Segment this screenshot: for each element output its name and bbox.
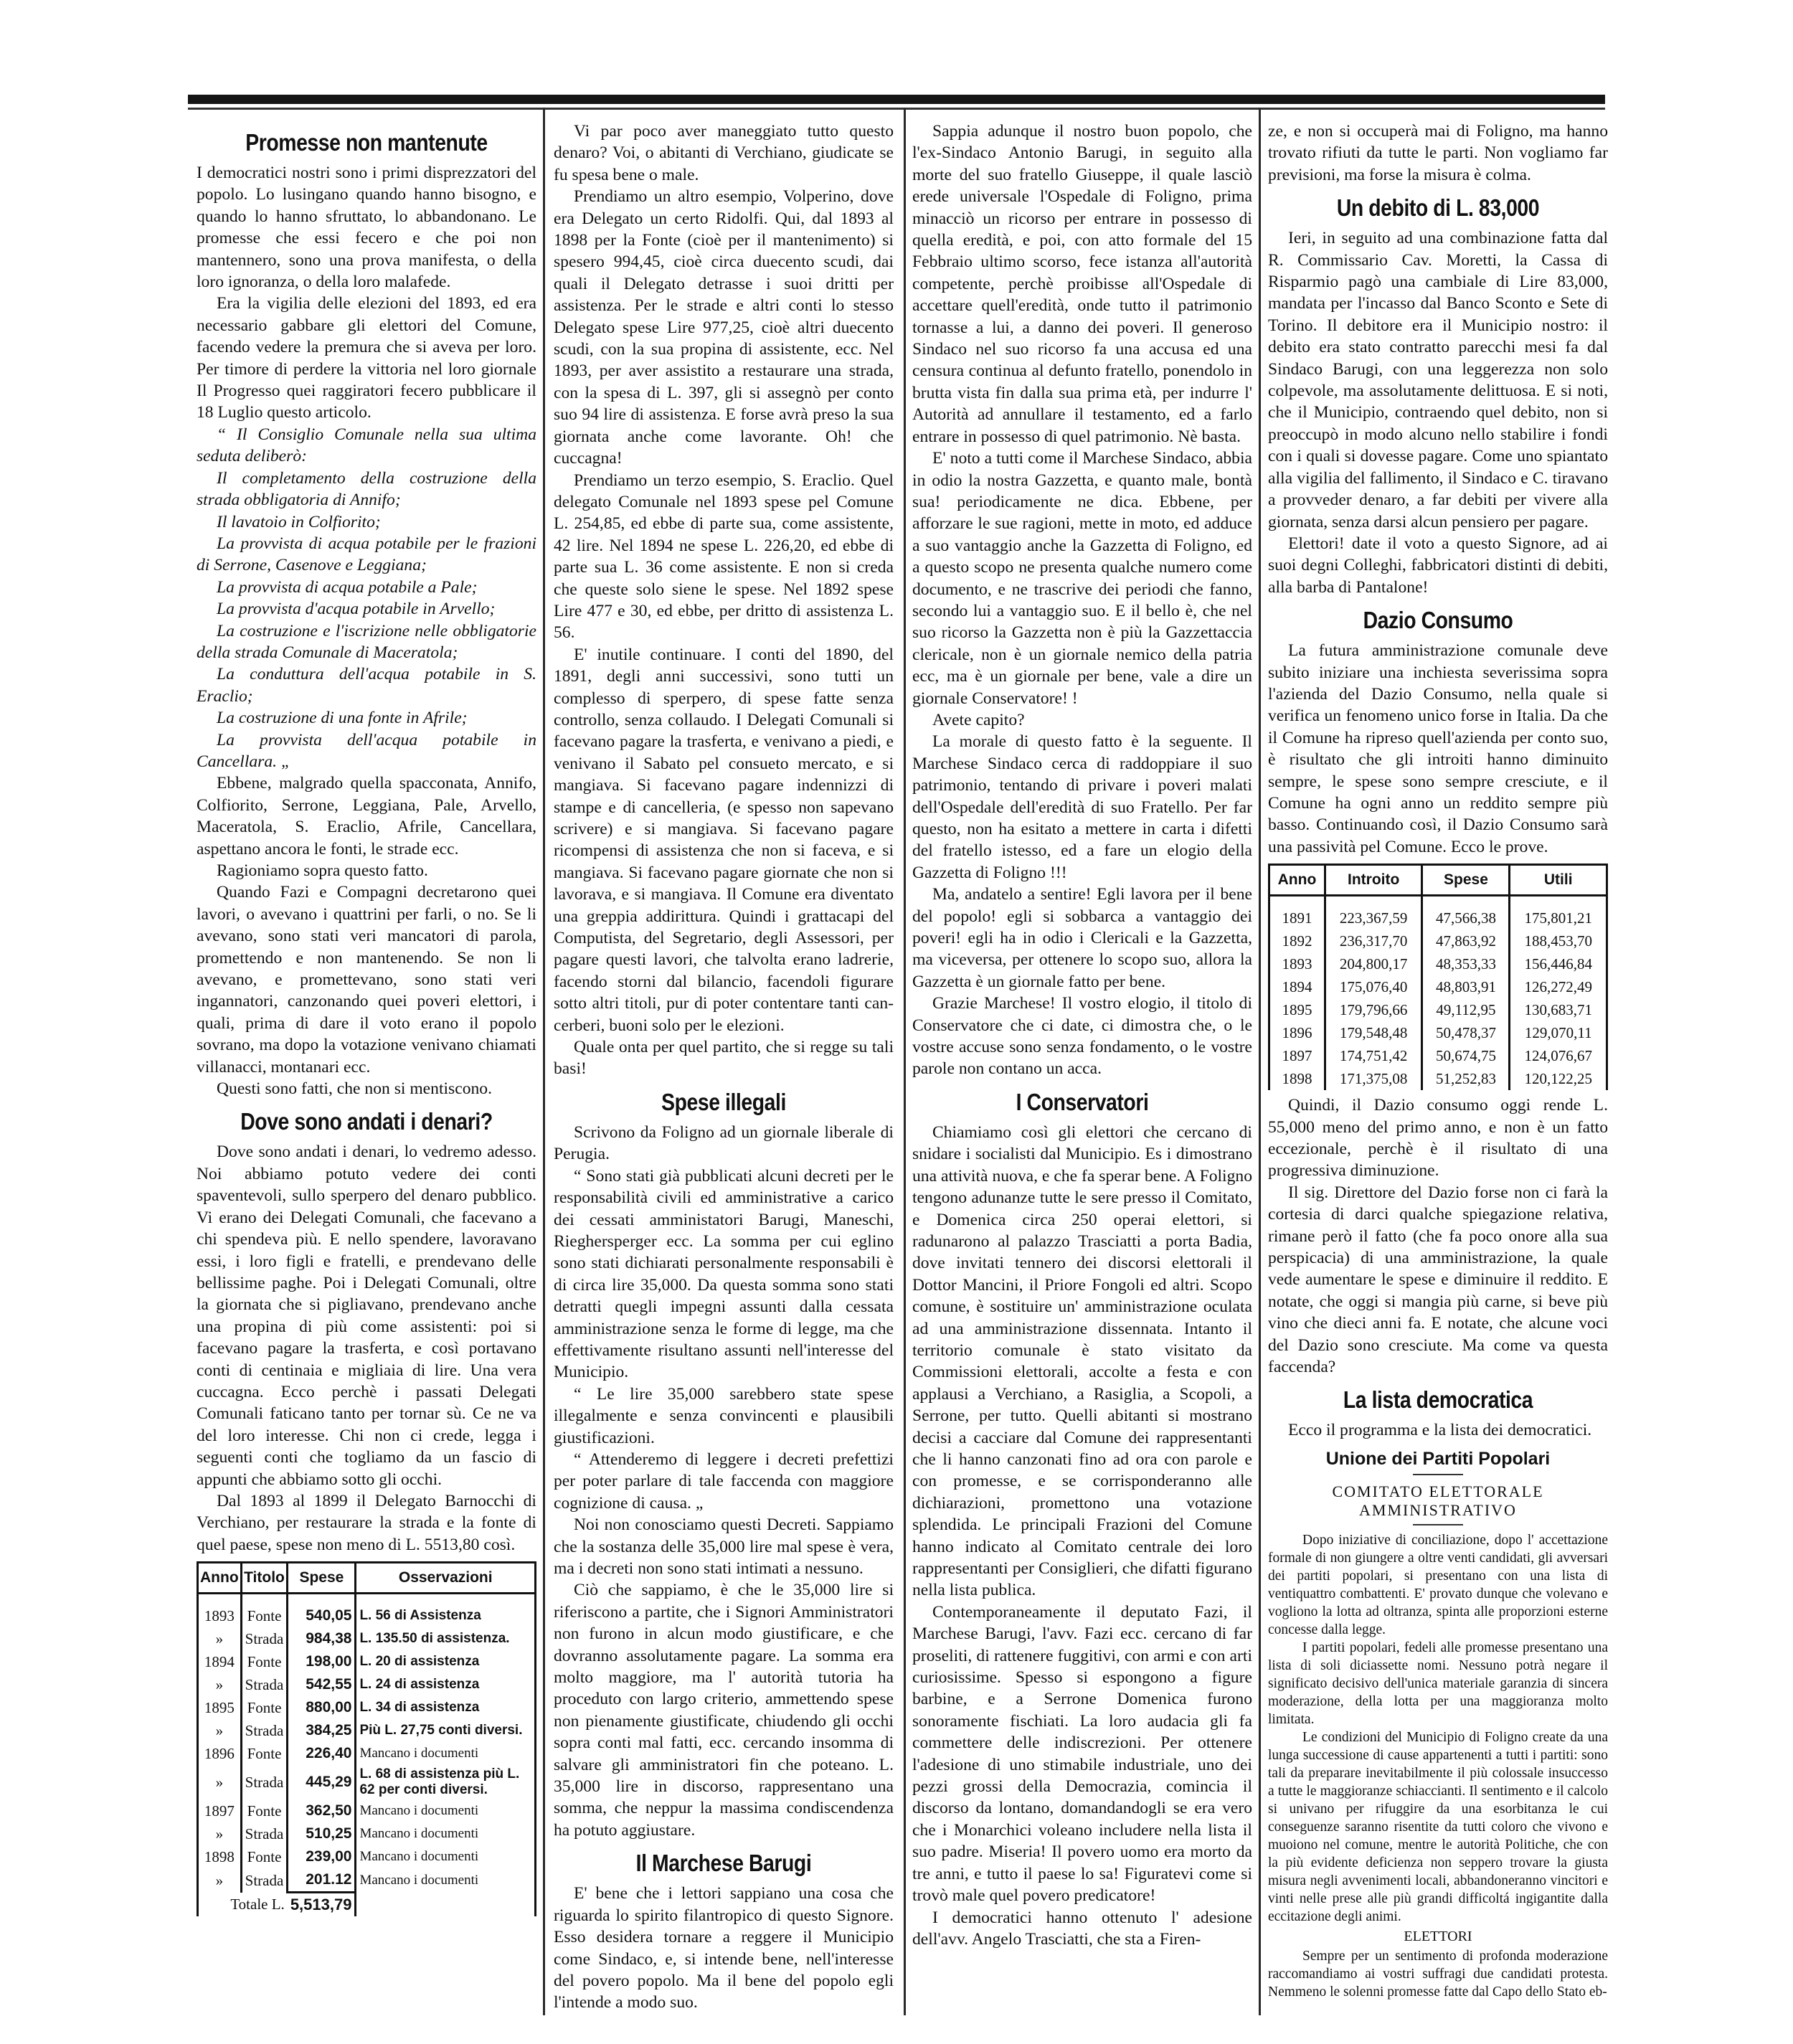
paragraph: E' inutile continuare. I conti del 1890, del 1891, degli anni successivi, sono tutti un complesso di sperpero, di spese fatte senza controllo, senza collaudo. I Delegati Comunali si facevano pagare la trasferta, e venivano a piedi, e venivano il Sabato pel consueto mercato, e si mangiava. Si facevano pagare indennizzi di stampe e di cancelleria, (e spesso non sapevano scrivere) e si mangiava. Si facevano pagare ricompensi di assistenza che non si faceva, e si mangiava. Si facevano pagare giornate che non si lavorava, e si mangiava. Il Comune era diventato una greppia addirittura. Quindi i grattacapi del Computista, del Segretario, degli Assessori, per pagare questi lavori, che talvolta erano ladrerie, facendo storni dal bilancio, facendoli figurare sotto altri titoli, pur di poter contentare tanti can-cerberi, buoni solo per le elezioni. (554, 645, 894, 1035)
masthead-rule (188, 95, 1605, 104)
table-row (1269, 952, 1607, 975)
table-cell: 226,40 (288, 1742, 356, 1765)
subheading: Unione dei Partiti Popolari (1325, 1448, 1551, 1469)
paragraph: Avete capito? (932, 710, 1025, 729)
italic-list-item: Il lavatoio in Colfiorito; (217, 512, 381, 531)
italic-list-item: La provvista di acqua potabile per le frazioni di Serrone, Casenove e Leggiana; (197, 534, 536, 575)
table-row (198, 1845, 536, 1868)
table-row (198, 1765, 536, 1799)
table-cell: » (198, 1627, 242, 1650)
italic-list-item: La provvista d'acqua potabile in Arvello; (217, 600, 496, 619)
table-cell: Strada (241, 1765, 288, 1799)
table-cell: 130,683,71 (1510, 998, 1607, 1021)
paragraph: Contemporaneamente il deputato Fazi, il Marchese Barugi, l'avv. Fazi ecc. cercano di far proseliti, di rattenere fuggitivi, con armi e con arti curiosissime. Spesso si espongono a figure barbine, e a Serrone Domenica furono sonoramente fischiati. La loro audacia gli fa commettere delle indiscrezioni. Per ottenere l'adesione di uno stimabile industriale, uno dei pezzi grossi della Democrazia, comincia il discorso da lontano, domandandogli se era vero che i Monarchici voleano includere nella lista il suo padre. Miseria! Il povero uomo era morto da tre anni, e tutto il paese lo sa! Figuratevi come si trovò male quel povero predicatore! (912, 1602, 1252, 1906)
table-cell: 120,122,25 (1510, 1067, 1607, 1090)
section-heading: Dove sono andati i denari? (240, 1108, 493, 1135)
paragraph: I democratici nostri sono i primi disprezzatori del popolo. Lo lusingano quando hanno bisogno, e quando lo hanno sfruttato, lo abbandonano. Le promesse che essi fecero e che poi non mantennero, sono una prova manifesta, o della loro ignoranza, o della loro malafede. (197, 164, 536, 292)
column-header: Anno (1269, 865, 1325, 896)
table-cell: 984,38 (288, 1627, 356, 1650)
table-cell: 204,800,17 (1325, 952, 1422, 975)
table-cell: 239,00 (288, 1845, 356, 1868)
column-divider (904, 108, 906, 2015)
table-cell: Mancano i documenti (356, 1822, 536, 1845)
table-cell: Strada (241, 1868, 288, 1893)
table-cell: L. 135.50 di assistenza. (356, 1627, 536, 1650)
table-cell: L. 20 di assistenza (356, 1650, 536, 1673)
table-cell: 384,25 (288, 1719, 356, 1742)
italic-list-item: La provvista di acqua potabile a Pale; (217, 577, 478, 597)
paragraph: Sappia adunque il nostro buon popolo, che l'ex-Sindaco Antonio Barugi, in seguito alla morte del suo fratello Giuseppe, il quale lasciò erede universale l'Ospedale di Foligno, prima minacciò un ricorso per entrare in possesso di quella eredità, e poi, con atto formale del 15 Febbraio ultimo scorso, fece istanza all'autorità competente, perchè proibisse all'Ospedale di accettare quell'eredità, onde tutto il patrimonio tornasse a lui, a danno dei poveri. Il generoso Sindaco nel suo ricorso fa una accusa ed una censura continua al defunto fratello, ponendolo in brutta vista fin dalla sua prima età, per indurre l' Autorità ad annullare il testamento, ed a farlo entrare in possesso di quel patrimonio. Nè basta. (912, 122, 1252, 446)
table-cell: 171,375,08 (1325, 1067, 1422, 1090)
table-cell (356, 1893, 536, 1917)
table-row (198, 1868, 536, 1893)
total-value: 5,513,79 (288, 1893, 356, 1917)
paragraph: ze, e non si occuperà mai di Foligno, ma hanno trovato rifiuti da tutte le parti. Non vogliamo far previsioni, ma forse la misura è colma. (1268, 122, 1608, 184)
column-header: Anno (198, 1563, 242, 1594)
table-cell: 1895 (198, 1696, 242, 1719)
column-divider (1259, 108, 1261, 2015)
masthead-rule-thin (188, 108, 1605, 110)
section-heading: Un debito di L. 83,000 (1336, 194, 1540, 222)
column-header: Spese (288, 1563, 356, 1594)
table-cell: 1895 (1269, 998, 1325, 1021)
table-cell: 48,803,91 (1422, 975, 1510, 998)
table-cell: Fonte (241, 1799, 288, 1822)
paragraph: “ Sono stati già pubblicati alcuni decreti per le responsabilità civili ed amministrative a carico dei cessati amministatori Barugi, Maneschi, Rieghersperger ecc. La somma per cui eglino sono stati dichiarati personalmente responsabili è di circa lire 35,000. Da questa somma sono stati detratti quegli impegni assunti dalla cessata amministrazione senza le forme di legge, ma che effettivamente risultano assunti nell'interesse del Municipio. (554, 1166, 894, 1382)
table-cell: 1893 (198, 1594, 242, 1628)
paragraph: “ Le lire 35,000 sarebbero state spese illegalmente e senza convincenti e plausibili giustificazioni. (554, 1384, 894, 1447)
paragraph: Quale onta per quel partito, che si regge su tali basi! (554, 1038, 894, 1079)
column-4 (1268, 120, 1608, 2001)
table-cell: 1896 (1269, 1021, 1325, 1044)
table-row (1269, 1021, 1607, 1044)
paragraph: Dove sono andati i denari, lo vedremo adesso. Noi abbiamo potuto vedere dei conti spaventevoli, sullo sperpero del denaro pubblico. Vi erano dei Delegati Comunali, che facevano a chi spendeva più. E nello spendere, lavoravano essi, i loro figli e fratelli, e prendevano delle bellissime paghe. Poi i Delegati Comunali, oltre la giornata che si pigliavano, prendevano anche una propina di più come assistenti: poi si facevano pagare la trasferta, e così portavano conti di centinaia e migliaia di lire. Una vera cuccagna. Ecco perchè i passati Delegati Comunali faticano tanto per tornar sù. Ce ne va del loro interesse. Chi non ci crede, legga i seguenti conti che togliamo da un fascio di appunti che abbiamo sotto gli occhi. (197, 1142, 536, 1489)
paragraph: I democratici hanno ottenuto l' adesione dell'avv. Angelo Trasciatti, che sta a Firen- (912, 1908, 1252, 1949)
table-cell: 540,05 (288, 1594, 356, 1628)
paragraph: Elettori! date il voto a questo Signore, ad ai suoi degni Colleghi, fabbricatori distinti di debiti, alla barba di Pantalone! (1268, 534, 1608, 597)
table-cell: 1893 (1269, 952, 1325, 975)
table-cell: 445,29 (288, 1765, 356, 1799)
table-row (198, 1650, 536, 1673)
table-cell: » (198, 1719, 242, 1742)
table-cell: Fonte (241, 1594, 288, 1628)
paragraph: La morale di questo fatto è la seguente. Il Marchese Sindaco cerca di raddoppiare il suo patrimonio, tentando di privare i poveri malati dell'Ospedale dell'eredità di suo Fratello. Per far questo, non ha esitato a mettere in carta i difetti del fratello istesso, ed a fare un elogio della Gazzetta di Foligno !!! (912, 732, 1252, 882)
table-cell: 1894 (1269, 975, 1325, 998)
table-cell: Strada (241, 1627, 288, 1650)
table-cell: 48,353,33 (1422, 952, 1510, 975)
column-header: Spese (1422, 865, 1510, 896)
table-row (198, 1696, 536, 1719)
table-row (1269, 896, 1607, 930)
table-cell: Strada (241, 1822, 288, 1845)
table-cell: 510,25 (288, 1822, 356, 1845)
table-cell: 1894 (198, 1650, 242, 1673)
table-row (1269, 929, 1607, 952)
table-row (198, 1673, 536, 1696)
table-cell: 1891 (1269, 896, 1325, 930)
table-cell: L. 56 di Assistenza (356, 1594, 536, 1628)
table-cell: 156,446,84 (1510, 952, 1607, 975)
manifesto-subheading: ELETTORI (1404, 1928, 1472, 1944)
table-cell: 50,478,37 (1422, 1021, 1510, 1044)
committee-heading: COMITATO ELETTORALE AMMINISTRATIVO (1332, 1482, 1544, 1519)
table-cell: » (198, 1765, 242, 1799)
table-cell: 1897 (198, 1799, 242, 1822)
paragraph: Ieri, in seguito ad una combinazione fatta dal R. Commissario Cav. Moretti, la Cassa di Risparmio pagò una cambiale di Lire 83,000, mandata per l'incasso dal Banco Sconto e Sete di Torino. Il debitore era il Municipio nostro: il debito era stato contratto parecchi mesi fa dal Sindaco Barugi, con una leggerezza non solo colpevole, ma assolutamente delittuosa. E si noti, che il Municipio, contraendo quel debito, non si preoccupò in modo alcuno nello stabilire i fondi con i quali si dovesse pagare. Come uno spiantato alla vigilia del fallimento, il Sindaco e C. tiravano a provveder denaro, a far debiti per vivere alla giornata, senza darsi alcun pensiero per pagare. (1268, 229, 1608, 531)
dazio-table (1268, 864, 1608, 1090)
table-cell: Fonte (241, 1696, 288, 1719)
table-cell: 179,796,66 (1325, 998, 1422, 1021)
table-cell: 542,55 (288, 1673, 356, 1696)
table-row (198, 1822, 536, 1845)
paragraph: “ Attenderemo di leggere i decreti prefettizi per poter parlare di tale faccenda con maggiore cognizione di causa. „ (554, 1449, 894, 1513)
column-header: Introito (1325, 865, 1422, 896)
table-cell: Fonte (241, 1742, 288, 1765)
table-row (198, 1627, 536, 1650)
section-heading: Il Marchese Barugi (635, 1850, 812, 1877)
italic-list-item: La costruzione e l'iscrizione nelle obbligatorie della strada Comunale di Maceratola; (197, 621, 536, 662)
paragraph: E' bene che i lettori sappiano una cosa che riguarda lo spirito filantropico di questo Signore. Esso desidera tornare a reggere il Municipio come Sindaco, e, si intende bene, nell'interesse del povero popolo. Ma il bene del popolo egli l'intende a modo suo. (554, 1884, 894, 2012)
table-cell: 880,00 (288, 1696, 356, 1719)
table-cell: » (198, 1822, 242, 1845)
section-heading: Spese illegali (661, 1088, 786, 1115)
table-cell: 174,751,42 (1325, 1044, 1422, 1067)
total-label: Totale L. (230, 1896, 285, 1913)
table-row (1269, 975, 1607, 998)
table-cell: 236,317,70 (1325, 929, 1422, 952)
table-cell: L. 24 di assistenza (356, 1673, 536, 1696)
paragraph: Chiamiamo così gli elettori che cercano di snidare i socialisti dal Municipio. Es i dimostrano una attività nuova, e che fa sperar bene. A Foligno tengono adunanze tutte le sere presso il Comitato, e Domenica circa 250 operai elettori, si radunarono al palazzo Trasciatti a porta Badia, dove invitati tennero dei discorsi elettorali il Dottor Mancini, il Priore Fongoli ed altri. Scopo comune, è sostituire un' amministrazione oculata ad una amministrazione dissennata. Intanto il territorio comunale è stato visitato da Commissioni elettorali, accolte a festa e con applausi a Verchiano, a Rasiglia, a Scopoli, a Serrone, per tutto. Quelli abitanti si mostrano decisi a cacciare dal Comune dei rappresentanti che li hanno canzonati fino ad ora con parole e con promesse, e se corrisponderanno alle dichiarazioni, promettono una votazione splendida. Le principali Frazioni del Comune hanno indicato al Comitato centrale dei loro rappresentanti per Consiglieri, che difatti figurano nella lista publica. (912, 1122, 1252, 1600)
table-row (1269, 1044, 1607, 1067)
table-cell: » (198, 1868, 242, 1893)
paragraph: Quindi, il Dazio consumo oggi rende L. 55,000 meno del primo anno, e non è un fatto eccezionale, perchè è il risultato di una progressiva diminuzione. (1268, 1096, 1608, 1180)
italic-list-item: La costruzione di una fonte in Afrile; (217, 709, 468, 728)
column-1 (197, 120, 536, 1921)
table-total-row (198, 1893, 536, 1917)
section-heading: I Conservatori (1016, 1088, 1149, 1115)
table-cell: 51,252,83 (1422, 1067, 1510, 1090)
paragraph: Scrivono da Foligno ad un giornale liberale di Perugia. (554, 1122, 894, 1164)
paragraph: Dal 1893 al 1899 il Delegato Barnocchi di Verchiano, per restaurare la strada e la fonte di quel paese, spese non meno di L. 5513,80 così. (197, 1491, 536, 1554)
table-cell: 124,076,67 (1510, 1044, 1607, 1067)
table-cell: 129,070,11 (1510, 1021, 1607, 1044)
table-cell: Mancano i documenti (356, 1845, 536, 1868)
italic-list-item: La conduttura dell'acqua potabile in S. Eraclio; (197, 665, 536, 706)
column-divider (543, 108, 545, 2015)
table-cell: 47,566,38 (1422, 896, 1510, 930)
table-cell: Più L. 27,75 conti diversi. (356, 1719, 536, 1742)
table-cell: Mancano i documenti (356, 1742, 536, 1765)
column-3 (912, 120, 1252, 1950)
paragraph: Ma, andatelo a sentire! Egli lavora per il bene del popolo! egli si sobbarca a vantaggio dei poveri! egli ha in odio i Clericali e la Gazzetta, ma viceversa, per ottenere lo scopo suo, allora la Gazzetta è un giornale fatto per bene. (912, 885, 1252, 991)
table-row (198, 1742, 536, 1765)
table-row (198, 1594, 536, 1628)
italic-list-item: La provvista dell'acqua potabile in Cancellara. „ (197, 730, 536, 771)
table-cell: 49,112,95 (1422, 998, 1510, 1021)
italic-list-item: Il completamento della costruzione della strada obbligatoria di Annifo; (197, 468, 536, 510)
italic-list-item: “ Il Consiglio Comunale nella sua ultima seduta deliberò: (197, 425, 536, 466)
table-cell: Mancano i documenti (356, 1799, 536, 1822)
manifesto-paragraph: Dopo iniziative di conciliazione, dopo l' accettazione formale di non giungere a oltre venti candidati, gli avversari dei partiti popolari, si presentano con una lista di ventiquattro combattenti. E' provato dunque che volevano e vogliono la lotta ad oltranza, spinta alle proporzioni esterne concesse dalla legge. (1268, 1532, 1608, 1637)
section-heading: La lista democratica (1343, 1386, 1533, 1414)
table-cell: 188,453,70 (1510, 929, 1607, 952)
table-cell: 175,076,40 (1325, 975, 1422, 998)
paragraph: La futura amministrazione comunale deve subito iniziare una inchiesta severissima sopra l'azienda del Dazio Consumo, nella quale si verifica un fenomeno unico forse in Italia. Da che il Comune ha ripreso quell'azienda per conto suo, è risultato che gli introiti hanno diminuito sempre, le spese sono sempre cresciute, e il Comune ha ogni anno un reddito sempre più basso. Continuando così, il Dazio Consumo sarà una passività pel Comune. Ecco le prove. (1268, 641, 1608, 856)
column-2 (554, 120, 894, 2014)
table-cell: Fonte (241, 1845, 288, 1868)
paragraph: Ecco il programma e la lista dei democratici. (1288, 1421, 1592, 1440)
paragraph: Noi non conosciamo questi Decreti. Sappiamo che la sostanza delle 35,000 lire mal spese è vera, ma i decreti non sono stati intimati a nessuno. (554, 1515, 894, 1578)
paragraph: Ciò che sappiamo, è che le 35,000 lire si riferiscono a partite, che i Signori Amministratori non furono in alcun modo giustificare, e che dovranno assolutamente pagare. La somma era molto maggiore, ma l' autorità tutoria ha proceduto con largo criterio, ammettendo spese non pienamente giustificate, chiudendo gli occhi sopra conti mal fatti, ecc. cercando insomma di salvare gli amministratori fin che poteano. L. 35,000 lire in discorso, rappresentano una somma, che neppur la massima condiscendenza ha potuto aggiustare. (554, 1581, 894, 1840)
table-cell: Mancano i documenti (356, 1868, 536, 1893)
paragraph: Prendiamo un altro esempio, Volperino, dove era Delegato un certo Ridolfi. Qui, dal 1893 al 1898 per la Fonte (cioè per il mantenimento) si spesero 994,45, cioè circa duecento scudi, dai quali il Delegato detrasse i suoi dritti per assistenza. Per le strade e altri conti lo stesso Delegato spese Lire 977,25, cioè altri duecento scudi, con la sua propina di assistente, ecc. Nel 1893, per aver assistito a restaurare una strada, con la spesa di L. 397, gli si assegnò per conto suo 94 lire di assistenza. E forse avrà preso la sua giornata anche come lavorante. Oh! che cuccagna! (554, 187, 894, 468)
table-cell: 1892 (1269, 929, 1325, 952)
divider (1413, 1474, 1463, 1475)
paragraph: Era la vigilia delle elezioni del 1893, ed era necessario gabbare gli elettori del Comune, facendo vedere la premura che si aveva per loro. Per timore di perdere la vittoria nel loro giornale Il Progresso quei raggiratori fecero pubblicare il 18 Luglio questo articolo. (197, 294, 536, 422)
table-cell: » (198, 1673, 242, 1696)
table-cell: 1896 (198, 1742, 242, 1765)
column-header: Osservazioni (356, 1563, 536, 1594)
table-row (1269, 1067, 1607, 1090)
table-cell: 1898 (1269, 1067, 1325, 1090)
paragraph: Il sig. Direttore del Dazio forse non ci farà la cortesia di darci qualche spiegazione relativa, rimane però il fatto (che fa poco onore alla sua perspicacia) di una amministrazione, la quale vede aumentare le spese e diminuire il reddito. E notate, che oggi si mangia più carne, si beve più vino che dieci anni fa. E notate, che alcune voci del Dazio sono cresciute. Ma come va questa faccenda? (1268, 1183, 1608, 1377)
table-cell: 362,50 (288, 1799, 356, 1822)
section-heading: Dazio Consumo (1363, 607, 1513, 634)
paragraph: Vi par poco aver maneggiato tutto questo denaro? Voi, o abitanti di Verchiano, giudicate se fu spesa bene o male. (554, 122, 894, 184)
expense-table (197, 1561, 536, 1916)
section-heading: Promesse non mantenute (245, 129, 488, 156)
table-cell: L. 34 di assistenza (356, 1696, 536, 1719)
divider (1413, 1524, 1463, 1525)
column-header: Titolo (241, 1563, 288, 1594)
table-cell: 201.12 (288, 1868, 356, 1893)
manifesto-paragraph: Sempre per un sentimento di profonda moderazione raccomandiamo ai vostri suffragi due candidati protesta. Nemmeno le solenni promesse fatte dal Capo dello Stato eb- (1268, 1949, 1608, 2000)
paragraph: Ragioniamo sopra questo fatto. (217, 861, 428, 880)
table-header-row (1269, 865, 1607, 896)
table-cell: 126,272,49 (1510, 975, 1607, 998)
paragraph: Quando Fazi e Compagni decretarono quei lavori, o avevano i quattrini per farli, o no. Se li avevano, sono stati veri mancatori di parola, promettendo e non mantenendo. Se non li avevano, e promettevano, sono stati veri ingannatori, canzonando quei poveri elettori, i quali, prima di dare il voto erano il popolo sovrano, ma dopo la votazione venivano chiamati villanacci, montanari ecc. (197, 883, 536, 1077)
table-row (198, 1719, 536, 1742)
table-row (198, 1799, 536, 1822)
table-cell: 198,00 (288, 1650, 356, 1673)
table-cell: 47,863,92 (1422, 929, 1510, 952)
paragraph: Questi sono fatti, che non si mentiscono. (217, 1079, 492, 1099)
manifesto-paragraph: Le condizioni del Municipio di Foligno create da una lunga successione di cause appartenenti a tutti i partiti: sono tali da preparare inevitabilmente il più colossale insuccesso a tutte le maggioranze schiaccianti. Il sentimento e il calcolo si univano per rifuggire da una esorbitanza le cui conseguenze saranno risentite da tutti coloro che vivono e muoiono nel comune, mentre le autorità Politiche, che con la più evidente deficienza non seppero trovare la giusta misura negli avvenimenti locali, abbandoneranno vincitori e vinti nelle prese alle più grandi difficoltá ingigantite dalla eccitazione degli animi. (1268, 1729, 1608, 1924)
paragraph: Grazie Marchese! Il vostro elogio, il titolo di Conservatore che ci date, ci dimostra che, o le vostre accuse sono senza fondamento, o le vostre parole non contano un acca. (912, 994, 1252, 1079)
table-cell: Strada (241, 1719, 288, 1742)
column-header: Utili (1510, 865, 1607, 896)
table-row (1269, 998, 1607, 1021)
table-cell: 175,801,21 (1510, 896, 1607, 930)
table-header-row (198, 1563, 536, 1594)
table-cell: 223,367,59 (1325, 896, 1422, 930)
table-cell: 1898 (198, 1845, 242, 1868)
manifesto-paragraph: I partiti popolari, fedeli alle promesse presentano una lista di soli diciassette nomi. Nessuno potrà negare il significato decisivo dell'unica materiale garanzia di sincera moderazione, della lotta per una maggioranza molto limitata. (1268, 1640, 1608, 1727)
table-cell: L. 68 di assistenza più L. 62 per conti diversi. (356, 1765, 536, 1799)
table-cell: 50,674,75 (1422, 1044, 1510, 1067)
paragraph: E' noto a tutti come il Marchese Sindaco, abbia in odio la nostra Gazzetta, e quanto male, bontà sua! periodicamente ne dica. Ebbene, per afforzare le sue ragioni, mette in moto, ed adduce a suo vantaggio anche la Gazzetta di Foligno, ed a questo scopo ne presenta qualche numero come documento, e ne trascrive dei periodi che fanno, secondo lui a vantaggio suo. E il bello è, che nel suo ricorso la Gazzetta non è più la Gazzettaccia clericale, non è un giornale nemico della patria ecc, ma è un giornale per bene, vale a dire un giornale Conservatore! ! (912, 449, 1252, 708)
paragraph: Ebbene, malgrado quella spacconata, Annifo, Colfiorito, Serrone, Leggiana, Pale, Arvello, Maceratola, S. Eraclio, Afrile, Cancellara, aspettano ancora le fonti, le strade ecc. (197, 774, 536, 858)
table-cell: Strada (241, 1673, 288, 1696)
table-cell: Fonte (241, 1650, 288, 1673)
table-cell: 179,548,48 (1325, 1021, 1422, 1044)
paragraph: Prendiamo un terzo esempio, S. Eraclio. Quel delegato Comunale nel 1893 spese pel Comune L. 254,85, ed ebbe di parte sua, come assistente, 42 lire. Nel 1894 ne spese L. 226,20, ed ebbe di parte sua L. 36 come assistente. E non si creda che queste solo siene le spese. Nel 1892 spese Lire 477 e 30, ed ebbe, per dritto di assistenza L. 56. (554, 470, 894, 643)
table-cell: 1897 (1269, 1044, 1325, 1067)
